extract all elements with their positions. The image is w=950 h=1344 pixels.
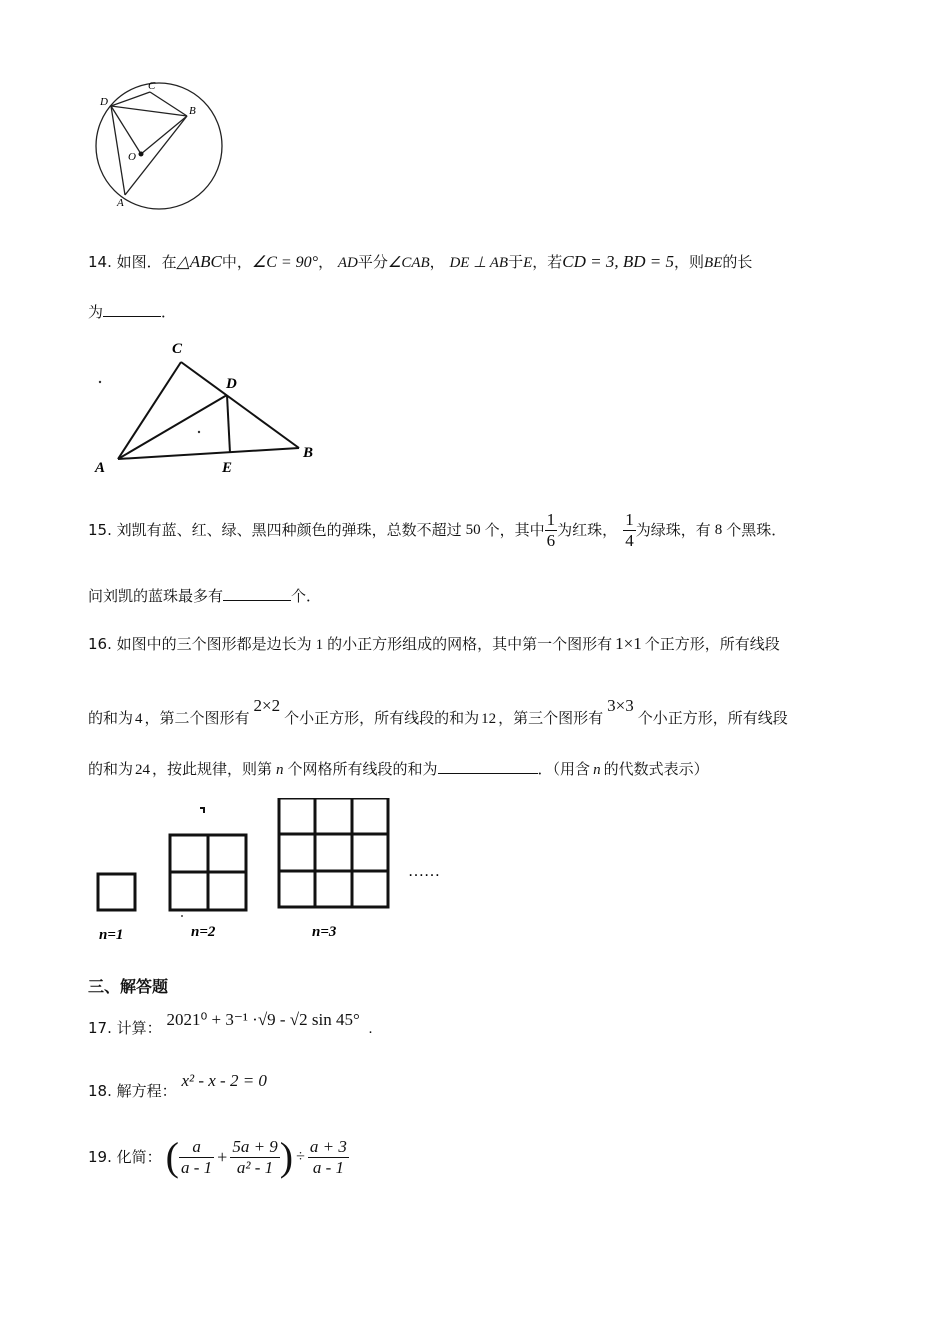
label-b: B bbox=[303, 445, 314, 461]
answer-blank-16[interactable] bbox=[438, 759, 538, 774]
q19-fraction-3: $\frac{a + 3}{a - 1}$ bbox=[309, 1136, 347, 1177]
q17-expression: 2021⁰ + 3⁻¹ ·√9 - √2 sin 45° bbox=[166, 1010, 360, 1029]
label-d: D bbox=[100, 96, 108, 108]
label-o: O bbox=[128, 151, 136, 163]
question-15-line2: 问刘凯的蓝珠最多有 个． bbox=[88, 587, 322, 605]
circle-figure bbox=[85, 78, 235, 218]
q19-fraction-1: $\frac{a}{a - 1}$ bbox=[180, 1136, 213, 1177]
answer-blank-14[interactable] bbox=[103, 302, 161, 317]
label-n2: n=2 bbox=[191, 924, 216, 940]
label-e: E bbox=[222, 460, 233, 476]
q18-number: 18. bbox=[88, 1082, 112, 1100]
label-a: A bbox=[117, 197, 124, 209]
q14-number: 14. bbox=[88, 253, 112, 271]
q16-number: 16. bbox=[88, 635, 112, 653]
question-15-line1: 15. 刘凯有蓝、红、绿、黑四种颜色的弹珠，总数不超过 50 个，其中 $\frac{1}{6}$ 为红珠， $\frac{1}{4}$ 为绿珠，有 8 个黑珠． bbox=[88, 509, 787, 550]
dots: …… bbox=[408, 863, 440, 880]
grid-n1 bbox=[98, 874, 135, 910]
label-n3: n=3 bbox=[312, 924, 337, 940]
grid-figures bbox=[90, 798, 470, 948]
question-19: 19. 化简： ( $\frac{a}{a - 1}$ + $\frac{5a + 9}{\text{a² - 1}}$ ) ÷ $\frac{a + 3}{a - 1}$ bbox=[88, 1134, 347, 1179]
grid-n2 bbox=[170, 835, 246, 910]
question-16-line3: 的和为 24 ，按此规律，则第 n 个网格所有线段的和为 ．（用含 n 的代数式表示） bbox=[88, 760, 709, 778]
q18-expression: x² - x - 2 = 0 bbox=[181, 1071, 267, 1090]
label-n1: n=1 bbox=[99, 927, 124, 943]
fraction-one-sixth: $\frac{1}{6}$ bbox=[546, 509, 556, 550]
section-title: 三、解答题 bbox=[88, 977, 169, 996]
answer-blank-15[interactable] bbox=[223, 586, 291, 601]
q19-fraction-2: $\frac{5a + 9}{\text{a² - 1}}$ bbox=[232, 1136, 278, 1177]
question-16-line2: 的和为 4 ，第二个图形有2×2个小正方形，所有线段的和为 12 ，第三个图形有3×3个小正方形，所有线段 bbox=[88, 696, 788, 727]
question-18: 18. 解方程： x² - x - 2 = 0 bbox=[88, 1071, 267, 1100]
label-b: B bbox=[189, 105, 196, 117]
label-a: A bbox=[95, 460, 106, 476]
question-16-line1: 16. 如图中的三个图形都是边长为 1 的小正方形组成的网格，其中第一个图形有 1×1 个正方形，所有线段 bbox=[88, 634, 780, 653]
label-d: D bbox=[226, 376, 237, 392]
grid-n3 bbox=[279, 798, 388, 907]
q19-number: 19. bbox=[88, 1148, 112, 1166]
label-c: C bbox=[148, 80, 156, 92]
fraction-one-quarter: $\frac{1}{4}$ bbox=[625, 509, 634, 550]
question-14-line1: 14. 如图．在△ABC中，∠C = 90°， AD平分∠CAB， DE ⊥ AB于E，若CD = 3, BD = 5，则BE的长 bbox=[88, 252, 753, 271]
question-14-line2: 为 ． bbox=[88, 303, 177, 321]
triangle-figure bbox=[92, 336, 332, 481]
q15-number: 15. bbox=[88, 521, 112, 539]
circle-o bbox=[96, 83, 222, 209]
question-17: 17. 计算： 2021⁰ + 3⁻¹ ·√9 - √2 sin 45° . bbox=[88, 1010, 373, 1037]
label-c: C bbox=[172, 341, 183, 357]
q17-number: 17. bbox=[88, 1019, 112, 1037]
